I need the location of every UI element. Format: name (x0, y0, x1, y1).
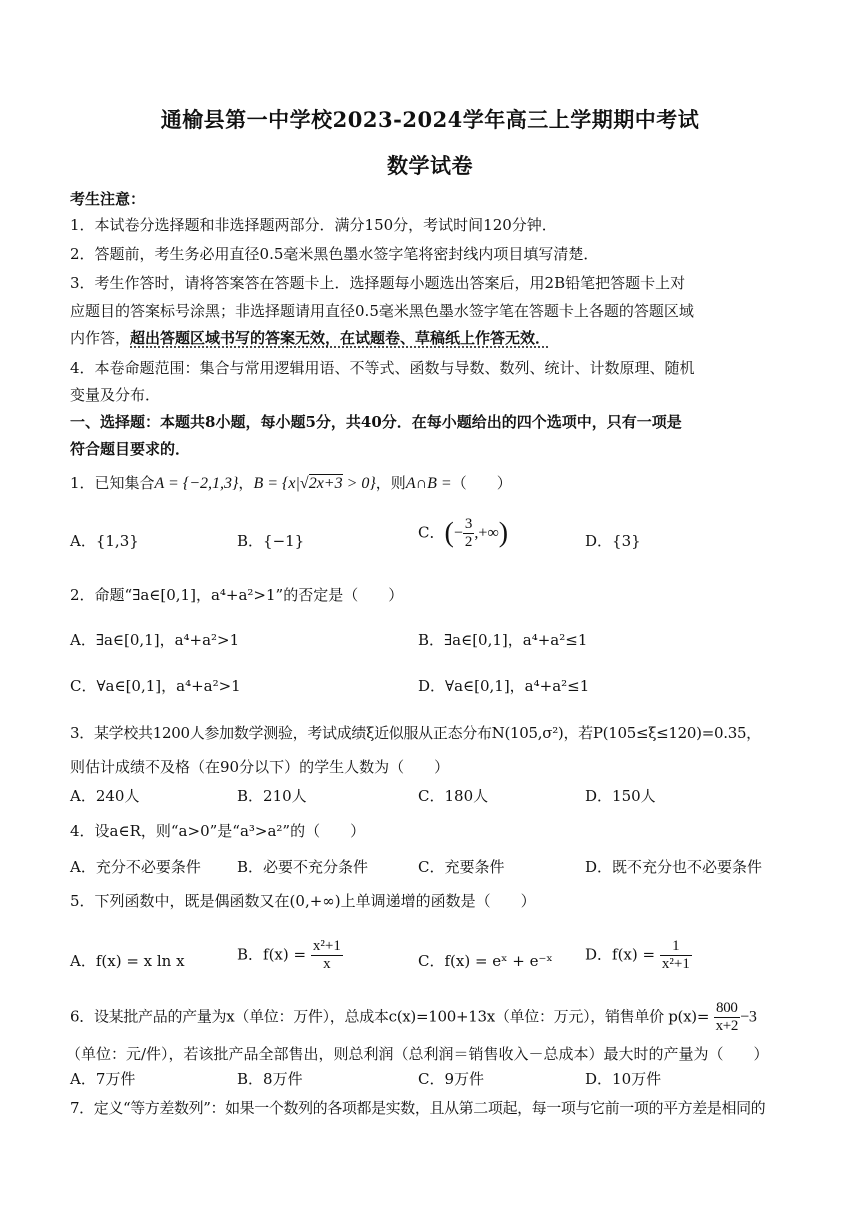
question-3-stem-line-2: 则估计成绩不及格（在90分以下）的学生人数为（ ） (70, 758, 450, 776)
notice-item-2: 2．答题前，考生务必用直径0.5毫米黑色墨水签字笔将密封线内项目填写清楚． (70, 245, 599, 263)
question-6-stem-line-1 (70, 1000, 800, 1035)
notice-item-4-line-2: 变量及分布． (70, 386, 161, 404)
question-1-stem (70, 472, 800, 495)
q2-option-c: C．∀a∈[0,1]，a⁴+a²>1 (70, 677, 241, 695)
q6-price-numerator: 800 (714, 1000, 741, 1018)
exam-title: 通榆县第一中学校2023-2024学年高三上学期期中考试 (160, 107, 700, 132)
question-7-stem: 7．定义“等方差数列”：如果一个数列的各项都是实数，且从第二项起，每一项与它前一项的平方差是相同的 (70, 1099, 766, 1117)
q1-option-c-tail: ,+∞ (474, 524, 499, 542)
q4-option-b: B．必要不充分条件 (237, 858, 369, 876)
q5-option-b-fraction (311, 938, 343, 973)
notice-item-3-line-1: 3．考生作答时，请将答案答在答题卡上．选择题每小题选出答案后，用2B铅笔把答题卡上对 (70, 274, 686, 292)
q6-price-tail: −3 (740, 1008, 757, 1026)
notice-item-4-line-1: 4．本卷命题范围：集合与常用逻辑用语、不等式、函数与导数、数列、统计、计数原理、随机 (70, 359, 695, 377)
q6-stem-text: 6．设某批产品的产量为x（单位：万件），总成本c(x)=100+13x（单位：万元），销售单价 p(x)= (70, 1007, 710, 1026)
exam-subtitle: 数学试卷 (387, 153, 473, 178)
q1-ask: ，则 (375, 474, 406, 492)
question-6-stem-line-2: （单位：元/件），若该批产品全部售出，则总利润（总利润＝销售收入－总成本）最大时的产量为（ ） (66, 1045, 769, 1063)
q5-option-d-label: D．f(x) = (585, 945, 656, 964)
q6-price-denominator: x+2 (715, 1018, 739, 1034)
q5-option-a: A．f(x) = x ln x (70, 952, 185, 970)
q1-option-c-denominator: 2 (464, 534, 473, 550)
q1-set-a: A = {−2,1,3} (154, 475, 239, 492)
q3-option-c: C．180人 (418, 787, 489, 805)
question-3-stem-line-1: 3．某学校共1200人参加数学测验，考试成绩ξ近似服从正态分布N(105,σ²)，若P(105≤ξ≤120)=0.35， (70, 724, 761, 742)
notice-heading: 考生注意： (70, 190, 146, 208)
q2-option-a: A．∃a∈[0,1]，a⁴+a²>1 (70, 631, 240, 649)
q1-set-b-post: > 0} (342, 475, 376, 492)
q3-option-d: D．150人 (585, 787, 656, 805)
q1-option-c-fraction (463, 516, 475, 551)
q4-option-a: A．充分不必要条件 (70, 858, 201, 876)
q5-option-c: C．f(x) = eˣ + e⁻ˣ (418, 952, 553, 970)
q4-option-c: C．充要条件 (418, 858, 505, 876)
q1-option-b: B．{−1} (237, 532, 305, 550)
q5-option-b-denominator: x (323, 956, 331, 972)
q5-option-b (237, 938, 343, 973)
q2-option-b: B．∃a∈[0,1]，a⁴+a²≤1 (418, 631, 588, 649)
q6-option-a: A．7万件 (70, 1070, 136, 1088)
q5-option-b-label: B．f(x) = (237, 945, 307, 964)
q1-set-b-pre: B = {x| (253, 475, 300, 492)
q1-sep: ， (238, 474, 254, 492)
q5-option-d-fraction (660, 938, 692, 973)
q1-sqrt-sign: √ (299, 475, 309, 492)
notice-item-3-text: 内作答， (70, 329, 131, 347)
q5-option-d-numerator: 1 (660, 938, 692, 956)
notice-item-1: 1．本试卷分选择题和非选择题两部分．满分150分，考试时间120分钟． (70, 216, 557, 234)
section-heading-line-1: 一、选择题：本题共8小题，每小题5分，共40分．在每小题给出的四个选项中，只有一项是 (70, 413, 682, 431)
q5-option-d (585, 938, 692, 973)
q2-option-d: D．∀a∈[0,1]，a⁴+a²≤1 (418, 677, 590, 695)
q1-option-c-label: C． (418, 523, 445, 542)
q1-option-a: A．{1,3} (70, 532, 139, 550)
q1-ask-expr: A∩B = (405, 475, 452, 492)
q1-prefix: 1．已知集合 (70, 474, 155, 492)
q3-option-b: B．210人 (237, 787, 307, 805)
notice-item-3-line-2: 应题目的答案标号涂黑；非选择题请用直径0.5毫米黑色墨水签字笔在答题卡上各题的答题区域 (70, 302, 694, 320)
q3-option-a: A．240人 (70, 787, 140, 805)
q1-option-c-rparen: ) (498, 517, 509, 549)
question-4-stem: 4．设a∈R，则“a>0”是“a³>a²”的（ ） (70, 822, 366, 840)
q6-option-b: B．8万件 (237, 1070, 303, 1088)
notice-item-3-line-3 (70, 327, 800, 349)
q5-option-b-numerator: x²+1 (312, 938, 341, 954)
question-2-stem: 2．命题“∃a∈[0,1]，a⁴+a²>1”的否定是（ ） (70, 586, 404, 604)
q1-option-c-minus: − (453, 524, 463, 542)
q6-option-d: D．10万件 (585, 1070, 662, 1088)
q1-set-b-radicand: 2x+3 (308, 475, 343, 492)
q1-paren: （ ） (451, 474, 512, 492)
q1-option-c-lparen: ( (444, 517, 454, 549)
q1-option-c-numerator: 3 (464, 516, 473, 532)
q1-option-d: D．{3} (585, 532, 641, 550)
q5-option-d-denominator: x²+1 (661, 956, 690, 972)
q6-option-c: C．9万件 (418, 1070, 485, 1088)
q1-option-c (418, 516, 508, 551)
q4-option-d: D．既不充分也不必要条件 (585, 858, 763, 876)
section-heading-line-2: 符合题目要求的． (70, 440, 191, 458)
notice-warning: 超出答题区域书写的答案无效，在试题卷、草稿纸上作答无效． (130, 329, 551, 347)
q6-price-fraction (714, 1000, 741, 1035)
question-5-stem: 5．下列函数中，既是偶函数又在(0,+∞)上单调递增的函数是（ ） (70, 892, 536, 910)
